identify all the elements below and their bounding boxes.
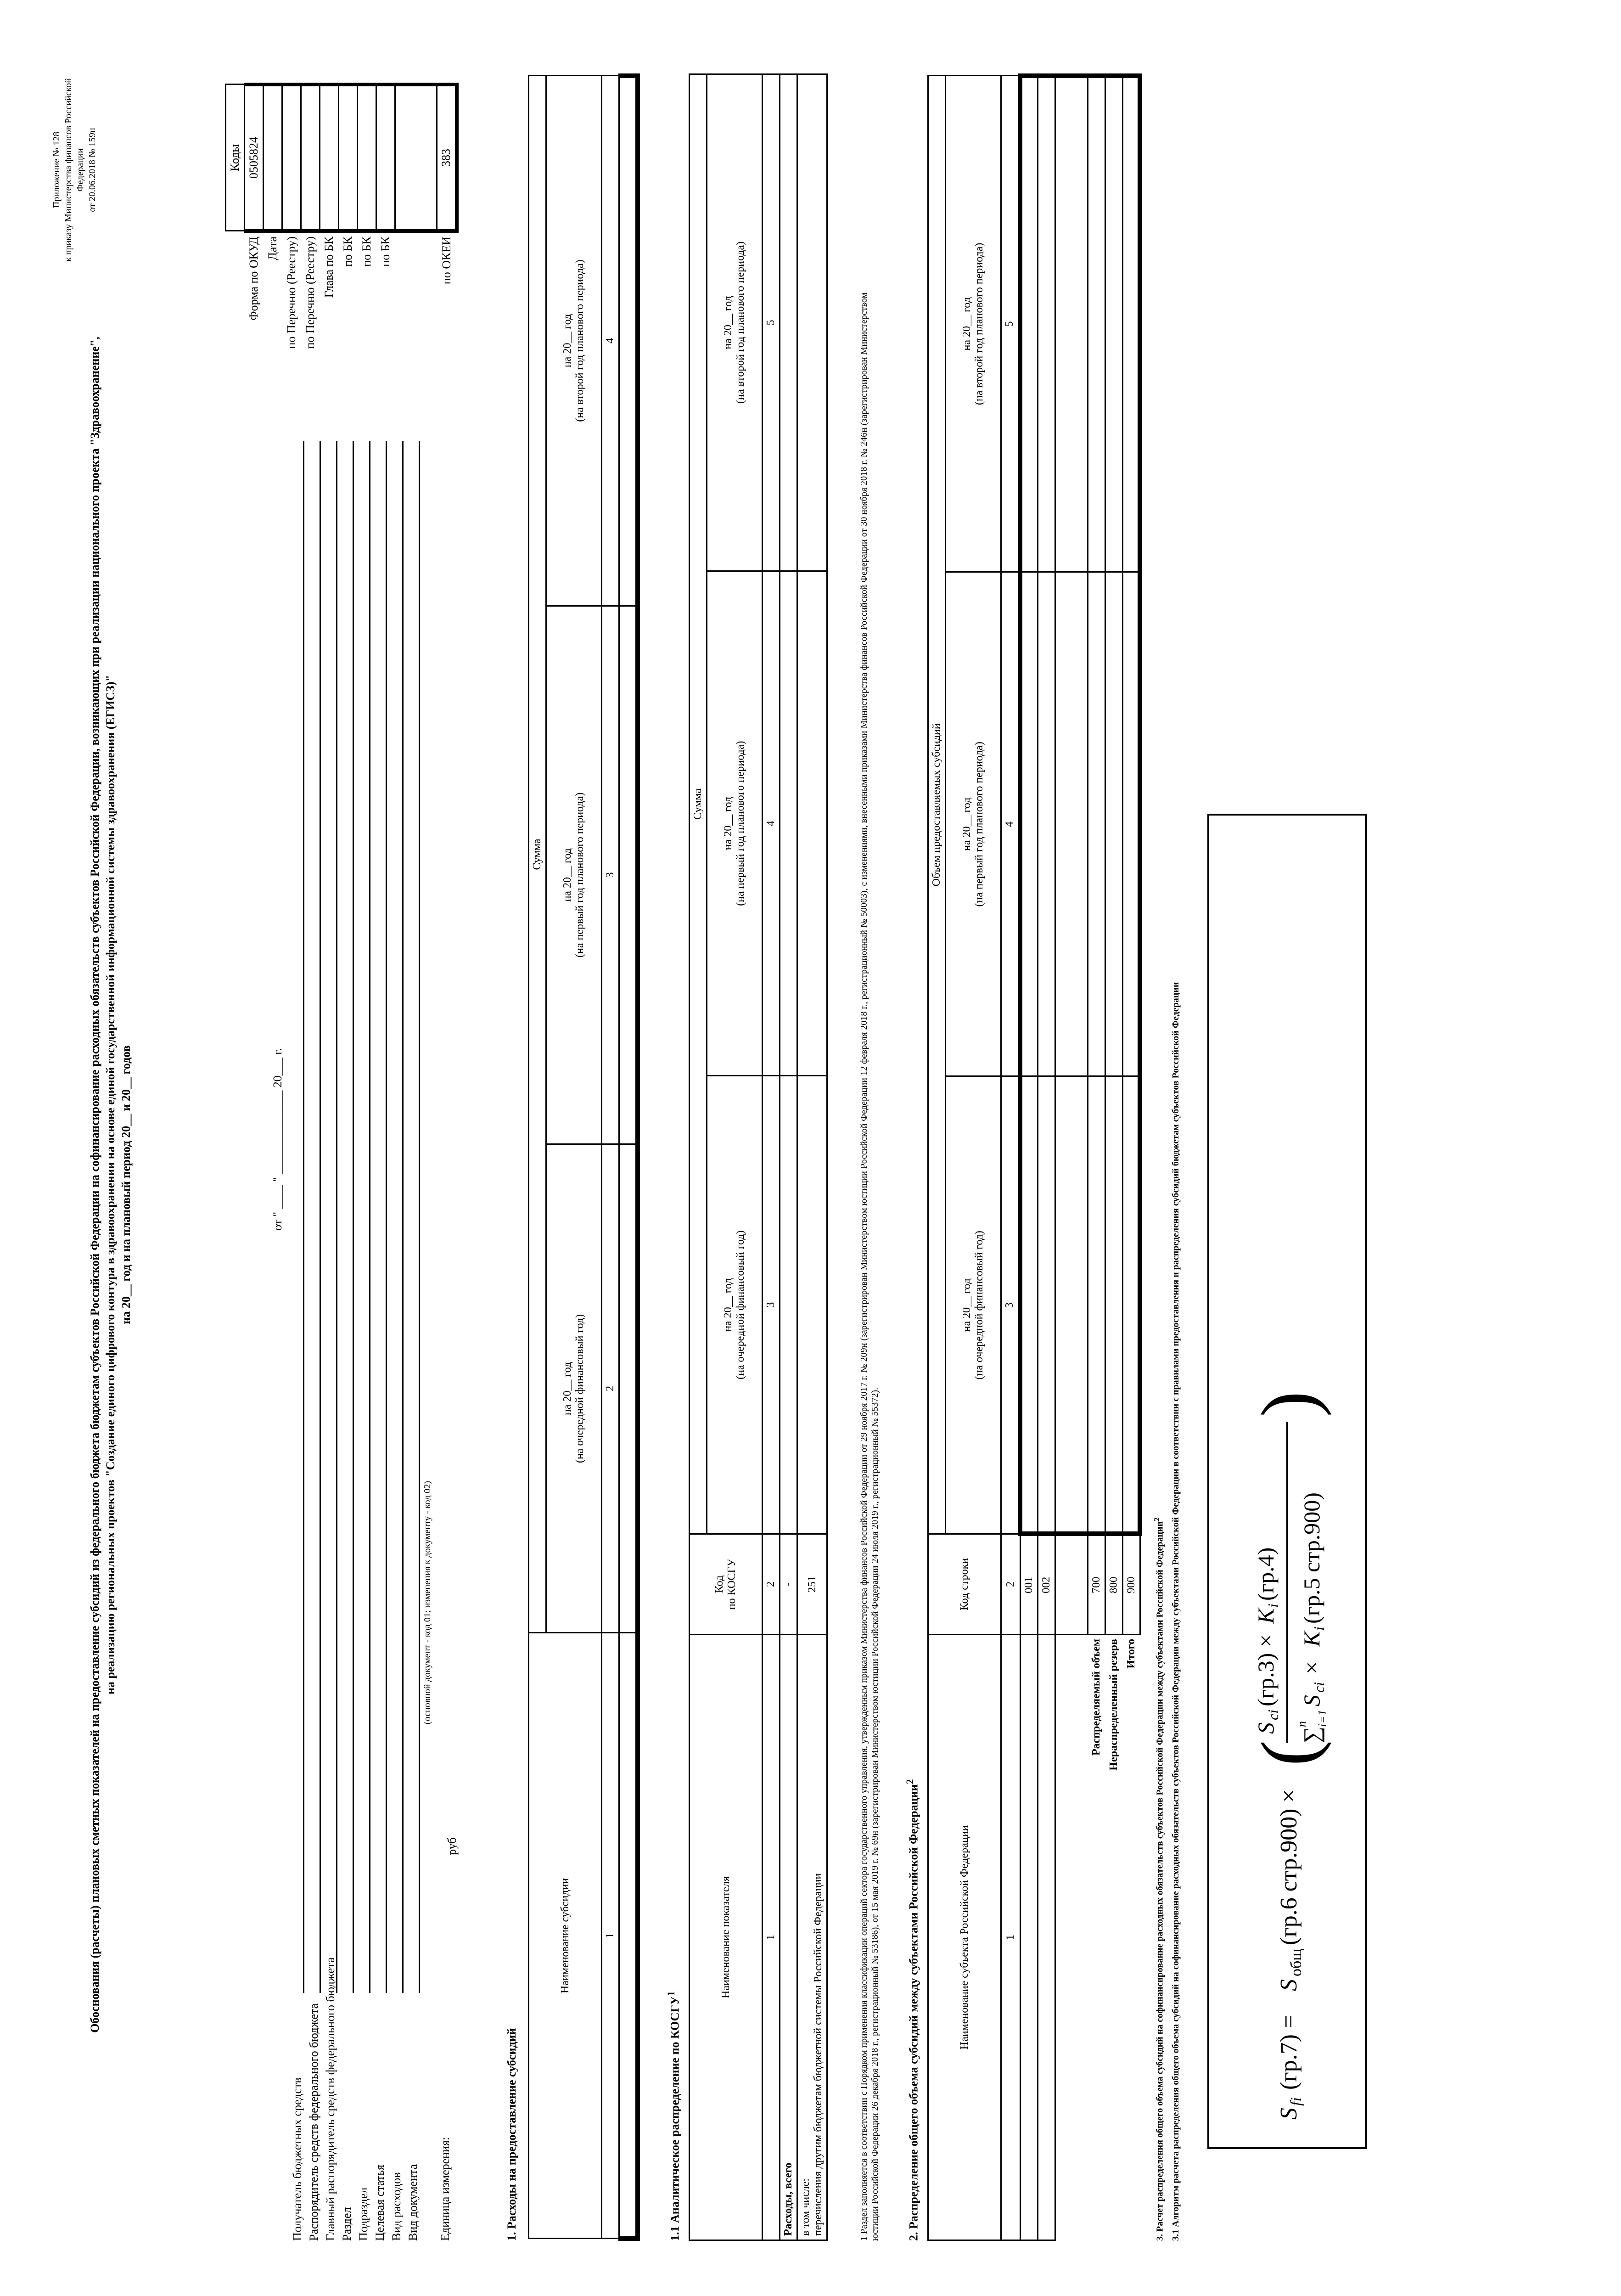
code-label: Дата — [266, 236, 279, 260]
code-value[interactable] — [282, 84, 301, 231]
col-year1 — [546, 1144, 602, 1633]
year-note: (на второй год планового периода) — [574, 259, 586, 422]
col-number: 3 — [1001, 1076, 1021, 1534]
table-cell[interactable] — [619, 76, 638, 606]
year-label: на 20__ год — [961, 1278, 973, 1332]
year-note: (на первый год планового периода) — [735, 741, 746, 906]
year-label: на 20__ год — [722, 796, 734, 850]
year-note: (на второй год планового периода) — [973, 242, 985, 405]
svg-text:i=1: i=1 — [1316, 1710, 1329, 1727]
field-target-article: Целевая статья — [373, 2164, 387, 2241]
field-input-line[interactable] — [402, 441, 404, 1993]
col-subsidy-name: Наименование субсидии — [529, 1633, 602, 2239]
field-input-line[interactable] — [320, 441, 321, 1993]
blank-cell — [1055, 1635, 1088, 2240]
svg-text:ci: ci — [1311, 1682, 1327, 1693]
code-label: по Перечню (Реестру) — [285, 236, 298, 349]
code-label: по БК — [341, 236, 354, 267]
table-cell[interactable] — [780, 571, 797, 1075]
footnote1-line1: 1 Раздел заполняется в соответствии с Порядком применения классификации операций сектора государственного управления, утвержденным приказом Министерства финансов Российской Федерации от 29 ноября 2017 г. № 209н (зарегистрирован Министерством юстиции Российской Федерации 12 февраля 2018 г., регистрационный № 50003), с изменениями, внесенными приказами Министерства финансов Российской Федерации от 30 ноября 2018 г. № 246н (зарегистрирован Министерством — [859, 293, 869, 2241]
footnote-mark: 2 — [904, 1779, 915, 1784]
table-cell[interactable] — [1020, 572, 1038, 1076]
year-note: (на второй год планового периода) — [735, 241, 746, 404]
year-note: (на очередной финансовый год) — [574, 1314, 586, 1463]
table-cell[interactable] — [1055, 572, 1088, 1076]
row-code: 001 — [1020, 1534, 1038, 1635]
field-distributor: Распорядитель средств федерального бюджета — [307, 2003, 320, 2241]
incl-label: в том числе: — [800, 2178, 812, 2236]
col-sum: Сумма — [529, 76, 546, 1633]
code-value[interactable] — [264, 84, 282, 231]
field-input-line[interactable] — [419, 441, 420, 1993]
section2-title — [904, 1779, 921, 2241]
code-value[interactable] — [395, 84, 437, 231]
field-input-line[interactable] — [353, 441, 354, 1993]
field-document-type: Вид документа — [406, 2164, 420, 2241]
svg-text:(гр.4): (гр.4) — [1253, 1547, 1279, 1601]
table-cell[interactable] — [1038, 1635, 1055, 2240]
col-number: 1 — [763, 1635, 780, 2240]
row-code: 700 — [1088, 1534, 1105, 1635]
col-number: 2 — [1001, 1534, 1021, 1635]
year-note: (на очередной финансовый год) — [735, 1230, 746, 1379]
codes-table — [225, 83, 459, 358]
col-number: 5 — [1001, 76, 1021, 572]
document-sheet — [32, 37, 1593, 2268]
col-number: 4 — [602, 76, 619, 606]
svg-text:ci: ci — [1265, 1709, 1281, 1720]
title-line2: на реализацию региональных проектов "Создание единого цифрового контура в здравоохранении на основе единой государственной информационной системы здравоохранения (ЕГИСЗ)" — [104, 675, 117, 1695]
code-value[interactable] — [376, 84, 395, 231]
footnote-mark: 2 — [1152, 1517, 1161, 1521]
svg-text:×: × — [1299, 1661, 1324, 1674]
table-cell[interactable] — [780, 74, 797, 571]
section3-title-text: 3. Расчет распределения общего объема субсидий на софинансирование расходных обязательств субъектов Российской Федерации между субъектами Российской Федерации — [1155, 1521, 1165, 2241]
section2-title-text: 2. Распределение общего объема субсидий между субъектами Российской Федерации — [907, 1784, 920, 2241]
appendix-line2: к приказу Министерства финансов Российской Федерации — [63, 78, 85, 262]
section11-title-text: 1.1 Аналитическое распределение по КОСГУ — [668, 1996, 682, 2241]
table-cell[interactable] — [1105, 1076, 1122, 1534]
table-cell[interactable] — [1122, 572, 1140, 1076]
code-label: по Перечню (Реестру) — [303, 236, 317, 349]
row-code: 900 — [1122, 1534, 1140, 1635]
title-line3: на 20__ год и на плановый период 20__ и 20__ годов — [119, 1045, 133, 1324]
okud-code: 0505824 — [245, 84, 264, 231]
col-year3 — [546, 76, 602, 606]
formula-box — [1207, 814, 1367, 2149]
transfers-code: 251 — [797, 1534, 827, 1635]
col-number: 1 — [602, 1633, 619, 2239]
table-cell[interactable] — [780, 1076, 797, 1534]
okei-code: 383 — [437, 84, 457, 231]
table-cell[interactable] — [1055, 1534, 1088, 1635]
total-expenses-code: - — [780, 1534, 797, 1635]
col-number: 1 — [1001, 1635, 1021, 2240]
code-label: по БК — [379, 236, 392, 267]
svg-text:S: S — [1276, 1979, 1302, 1991]
code-label: Глава по БК — [322, 236, 336, 298]
field-subsection: Подраздел — [357, 2187, 370, 2241]
table-cell[interactable] — [797, 1076, 827, 1534]
table-cell[interactable] — [1088, 1076, 1105, 1534]
col-kosgu-label2: по КОСГУ — [726, 1559, 738, 1610]
svg-text:K: K — [1299, 1631, 1324, 1647]
svg-text:S: S — [1253, 1722, 1279, 1734]
section11-title — [666, 1991, 682, 2241]
code-value[interactable] — [339, 84, 358, 231]
formula-graphic — [1209, 816, 1365, 2147]
year-label: на 20__ год — [561, 848, 573, 902]
col-indicator-name: Наименование показателя — [690, 1635, 763, 2240]
col-number: 2 — [602, 1144, 619, 1633]
field-chief-distributor: Главный распорядитель средств федерального бюджета — [324, 1957, 337, 2241]
col-year3 — [946, 76, 1001, 572]
table-cell[interactable] — [1020, 76, 1038, 572]
code-value[interactable] — [358, 84, 376, 231]
table-cell[interactable] — [619, 1633, 638, 2239]
col-row-code: Код строки — [928, 1534, 1001, 1635]
doc-type-note: (основной документ - код 01; изменения к документу - код 02) — [422, 1481, 432, 1724]
field-section: Раздел — [340, 2207, 353, 2241]
distributed-volume-label: Распределяемый объем — [1090, 1639, 1102, 1756]
codes-header: Коды — [226, 84, 245, 231]
field-recipient: Получатель бюджетных средств — [291, 2077, 304, 2241]
field-input-line[interactable] — [303, 441, 304, 1993]
code-value[interactable] — [320, 84, 339, 231]
table-cell[interactable] — [1055, 76, 1088, 572]
year-label: на 20__ год — [722, 296, 734, 349]
footnote1 — [858, 83, 881, 2241]
field-input-line[interactable] — [386, 441, 387, 1993]
table-cell[interactable] — [1105, 76, 1122, 572]
section11-table — [689, 73, 828, 2241]
svg-text:i: i — [1265, 1604, 1281, 1608]
year-label: на 20__ год — [961, 797, 973, 851]
col-year1 — [946, 1076, 1001, 1534]
col-year2 — [707, 571, 763, 1075]
col-number: 5 — [763, 74, 780, 571]
section2-table — [927, 73, 1142, 2241]
table-cell[interactable] — [1038, 1076, 1055, 1534]
document-title — [87, 129, 134, 2241]
col-sum: Сумма — [690, 74, 707, 1534]
svg-text:(гр.3) ×: (гр.3) × — [1253, 1634, 1279, 1706]
table-cell[interactable] — [1020, 1076, 1038, 1534]
svg-text:K: K — [1253, 1608, 1279, 1624]
col-number: 4 — [763, 571, 780, 1075]
code-value[interactable] — [301, 84, 320, 231]
field-unit: Единица измерения: — [438, 2137, 452, 2241]
table-cell[interactable] — [1105, 572, 1122, 1076]
field-expense-type: Вид расходов — [390, 2172, 403, 2241]
svg-text:(гр.6 стр.900) ×: (гр.6 стр.900) × — [1276, 1789, 1302, 1945]
header-fields — [289, 1782, 469, 2241]
table-cell[interactable] — [1088, 76, 1105, 572]
col-year2 — [946, 572, 1001, 1076]
table-cell[interactable] — [619, 606, 638, 1144]
svg-text:(: ( — [1245, 1740, 1332, 1766]
col-year1 — [707, 1076, 763, 1534]
table-cell[interactable] — [1088, 572, 1105, 1076]
year-note: (на очередной финансовый год) — [973, 1231, 985, 1380]
year-label: на 20__ год — [561, 314, 573, 368]
undistributed-reserve-label: Нераспределенный резерв — [1107, 1639, 1120, 1771]
code-label: по ОКЕИ — [440, 236, 454, 285]
table-cell[interactable] — [1055, 1076, 1088, 1534]
code-label: Форма по ОКУД — [247, 236, 260, 321]
year-note: (на первый год планового периода) — [973, 742, 985, 907]
footnote-mark: 1 — [666, 1991, 677, 1996]
svg-text:): ) — [1245, 1391, 1332, 1417]
year-label: на 20__ год — [561, 1362, 573, 1416]
appendix-line3: от 20.06.2018 № 159н — [87, 128, 97, 212]
svg-text:S: S — [1276, 2108, 1302, 2120]
section3-title — [1152, 83, 1166, 2241]
footnote1-line2: юстиции Российской Федерации 26 декабря 2018 г., регистрационный № 53186), от 15 мая 2019 г. № 69н (зарегистрирован Министерством юстиции Российской Федерации 24 июля 2019 г., регистрационный № 55372). — [870, 1387, 880, 2241]
col-number: 3 — [763, 1076, 780, 1534]
svg-text:общ: общ — [1288, 1948, 1305, 1976]
section1-title: 1. Расходы на предоставление субсидий — [505, 2028, 518, 2241]
svg-text:S: S — [1299, 1695, 1324, 1706]
row-code: 800 — [1105, 1534, 1122, 1635]
year-label: на 20__ год — [722, 1278, 734, 1332]
col-number: 3 — [602, 606, 619, 1144]
row-code: 002 — [1038, 1534, 1055, 1635]
title-line1: Обоснования (расчеты) плановых сметных показателей на предоставление субсидий из федерального бюджета бюджетам субъектов Российской Федерации на софинансирование расходных обязательств субъектов Российской Федерации, возникающих при реализации национального проекта "Здравоохранение", — [88, 337, 101, 2033]
col-volume: Объем предоставляемых субсидий — [928, 76, 946, 1534]
unit-value: руб — [445, 1837, 459, 1855]
svg-text:(гр.7) =: (гр.7) = — [1276, 2015, 1302, 2090]
col-kosgu — [690, 1534, 763, 1635]
code-label: по БК — [360, 236, 373, 267]
year-label: на 20__ год — [961, 297, 973, 351]
svg-text:∑: ∑ — [1299, 1727, 1324, 1743]
table-cell[interactable] — [619, 1144, 638, 1633]
document-date[interactable]: от " ____ " ______________ 20___ г. — [271, 1048, 284, 1231]
section3-subtitle: 3.1 Алгоритм расчета распределения общего объема субсидий на софинансирование расходных обязательств субъектов Российской Федерации между субъектами Российской Федерации в соответствии с правилами предоставления и распределения субсидий бюджетам субъектов Российской Федерации — [1171, 982, 1181, 2241]
section1-table — [528, 73, 640, 2241]
code-label — [395, 231, 437, 358]
field-input-line[interactable] — [336, 441, 337, 1993]
col-year2 — [546, 606, 602, 1144]
col-region-name: Наименование субъекта Российской Федерации — [928, 1635, 1001, 2240]
field-input-line[interactable] — [369, 441, 370, 1993]
svg-text:fi: fi — [1288, 2097, 1305, 2106]
table-cell[interactable] — [797, 571, 827, 1075]
table-cell[interactable] — [1122, 1076, 1140, 1534]
table-cell[interactable] — [1122, 76, 1140, 572]
total-label: Итого — [1125, 1639, 1137, 1669]
indicator-row — [797, 1635, 827, 2240]
table-cell[interactable] — [1038, 76, 1055, 572]
total-expenses-label: Расходы, всего — [780, 1635, 797, 2240]
svg-text:i: i — [1311, 1626, 1327, 1631]
col-number: 4 — [1001, 572, 1021, 1076]
svg-text:n: n — [1295, 1721, 1308, 1727]
year-note: (на первый год планового периода) — [574, 792, 586, 958]
col-kosgu-label: Код — [713, 1575, 725, 1593]
appendix-line1: Приложение № 128 — [51, 131, 62, 208]
transfers-label: перечисления другим бюджетам бюджетной системы Российской Федерации — [812, 1873, 824, 2236]
svg-text:(гр.5 стр.900): (гр.5 стр.900) — [1299, 1492, 1324, 1624]
col-year3 — [707, 74, 763, 571]
table-cell[interactable] — [1020, 1635, 1038, 2240]
table-cell[interactable] — [797, 74, 827, 571]
table-cell[interactable] — [1038, 572, 1055, 1076]
col-number: 2 — [763, 1534, 780, 1635]
